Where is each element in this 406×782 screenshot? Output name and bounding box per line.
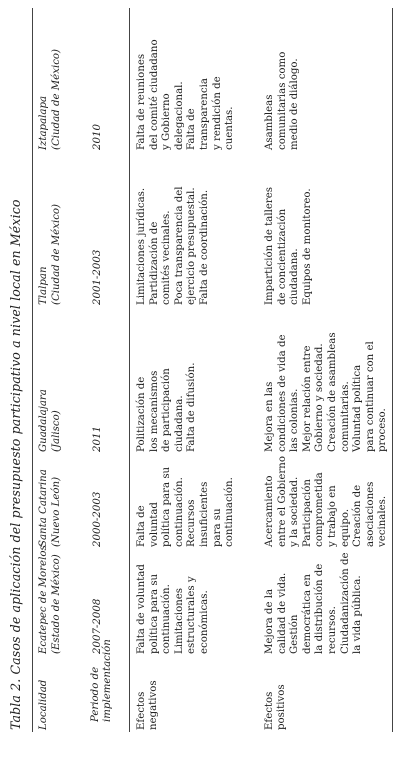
case-localidad-guadalajara: Guadalajara (Jalisco) [38,389,62,452]
case-negativos-santa-catarina: Falta de voluntad política para su continuación. Recursos insuficientes para su continuación. [136,466,236,547]
case-positivos-tlalpan: Impartición de talleres de concientización ciudadana. Equipos de monitoreo. [264,186,313,305]
row-label-periodo: Periodo de implementación [90,639,114,722]
row-label-efectos-negativos: Efectos negativos [136,680,160,730]
table-title: Tabla 2. Casos de aplicación del presupuesto participativo a nivel local en México [8,199,23,730]
case-negativos-iztapalapa: Falta de reuniones del comité ciudadano y Gobierno delegacional. Falta de transparencia y rendición de cuentas. [136,39,236,150]
top-rule [32,8,33,732]
case-periodo-tlalpan: 2001-2003 [92,249,103,305]
case-positivos-guadalajara: Mejora en las condiciones de vida de las colonias. Mejor relación entre Gobierno y sociedad. Creación de asambleas comunitarias. Voluntad política para continuar con el proceso. [264,332,389,452]
case-localidad-iztapalapa: Iztapalapa (Ciudad de México) [38,48,62,150]
case-localidad-ecatepec: Ecatepec de Morelos (Estado de México) [38,545,62,654]
case-negativos-ecatepec: Falta de voluntad política para su continuación. Limitaciones estructurales y económicas. [136,564,210,654]
row-label-efectos-positivos: Efectos positivos [264,684,288,730]
case-periodo-ecatepec: 2007-2008 [92,598,103,654]
case-localidad-tlalpan: Tlalpan (Ciudad de México) [38,203,62,305]
case-periodo-santa-catarina: 2000-2003 [92,491,103,547]
case-negativos-tlalpan: Limitaciones jurídicas. Partidización de comités vecinales. Poca transparencia del ejercicio presupuestal. Falta de coordinación. [136,186,210,305]
case-positivos-iztapalapa: Asambleas comunitarias como medio de diálogo. [264,51,301,150]
case-localidad-santa-catarina: Santa Catarina (Nuevo León) [38,469,62,547]
case-periodo-iztapalapa: 2010 [92,124,103,150]
row-label-localidad: Localidad [38,679,49,730]
case-positivos-ecatepec: Mejora de la calidad de vida. Gestión democrática en la distribución de recursos. Ciudadanización de la vida pública. [264,552,364,654]
case-positivos-santa-catarina: Acercamiento entre el Gobierno y la sociedad. Participación comprometida y trabajo en equipo. Creación de asociaciones vecinales. [264,456,389,547]
case-periodo-guadalajara: 2011 [92,426,103,452]
bottom-rule [392,8,393,732]
case-negativos-guadalajara: Politización de los mecanismos de participación ciudadana. Falta de difusión. [136,362,198,452]
header-rule [129,8,130,732]
